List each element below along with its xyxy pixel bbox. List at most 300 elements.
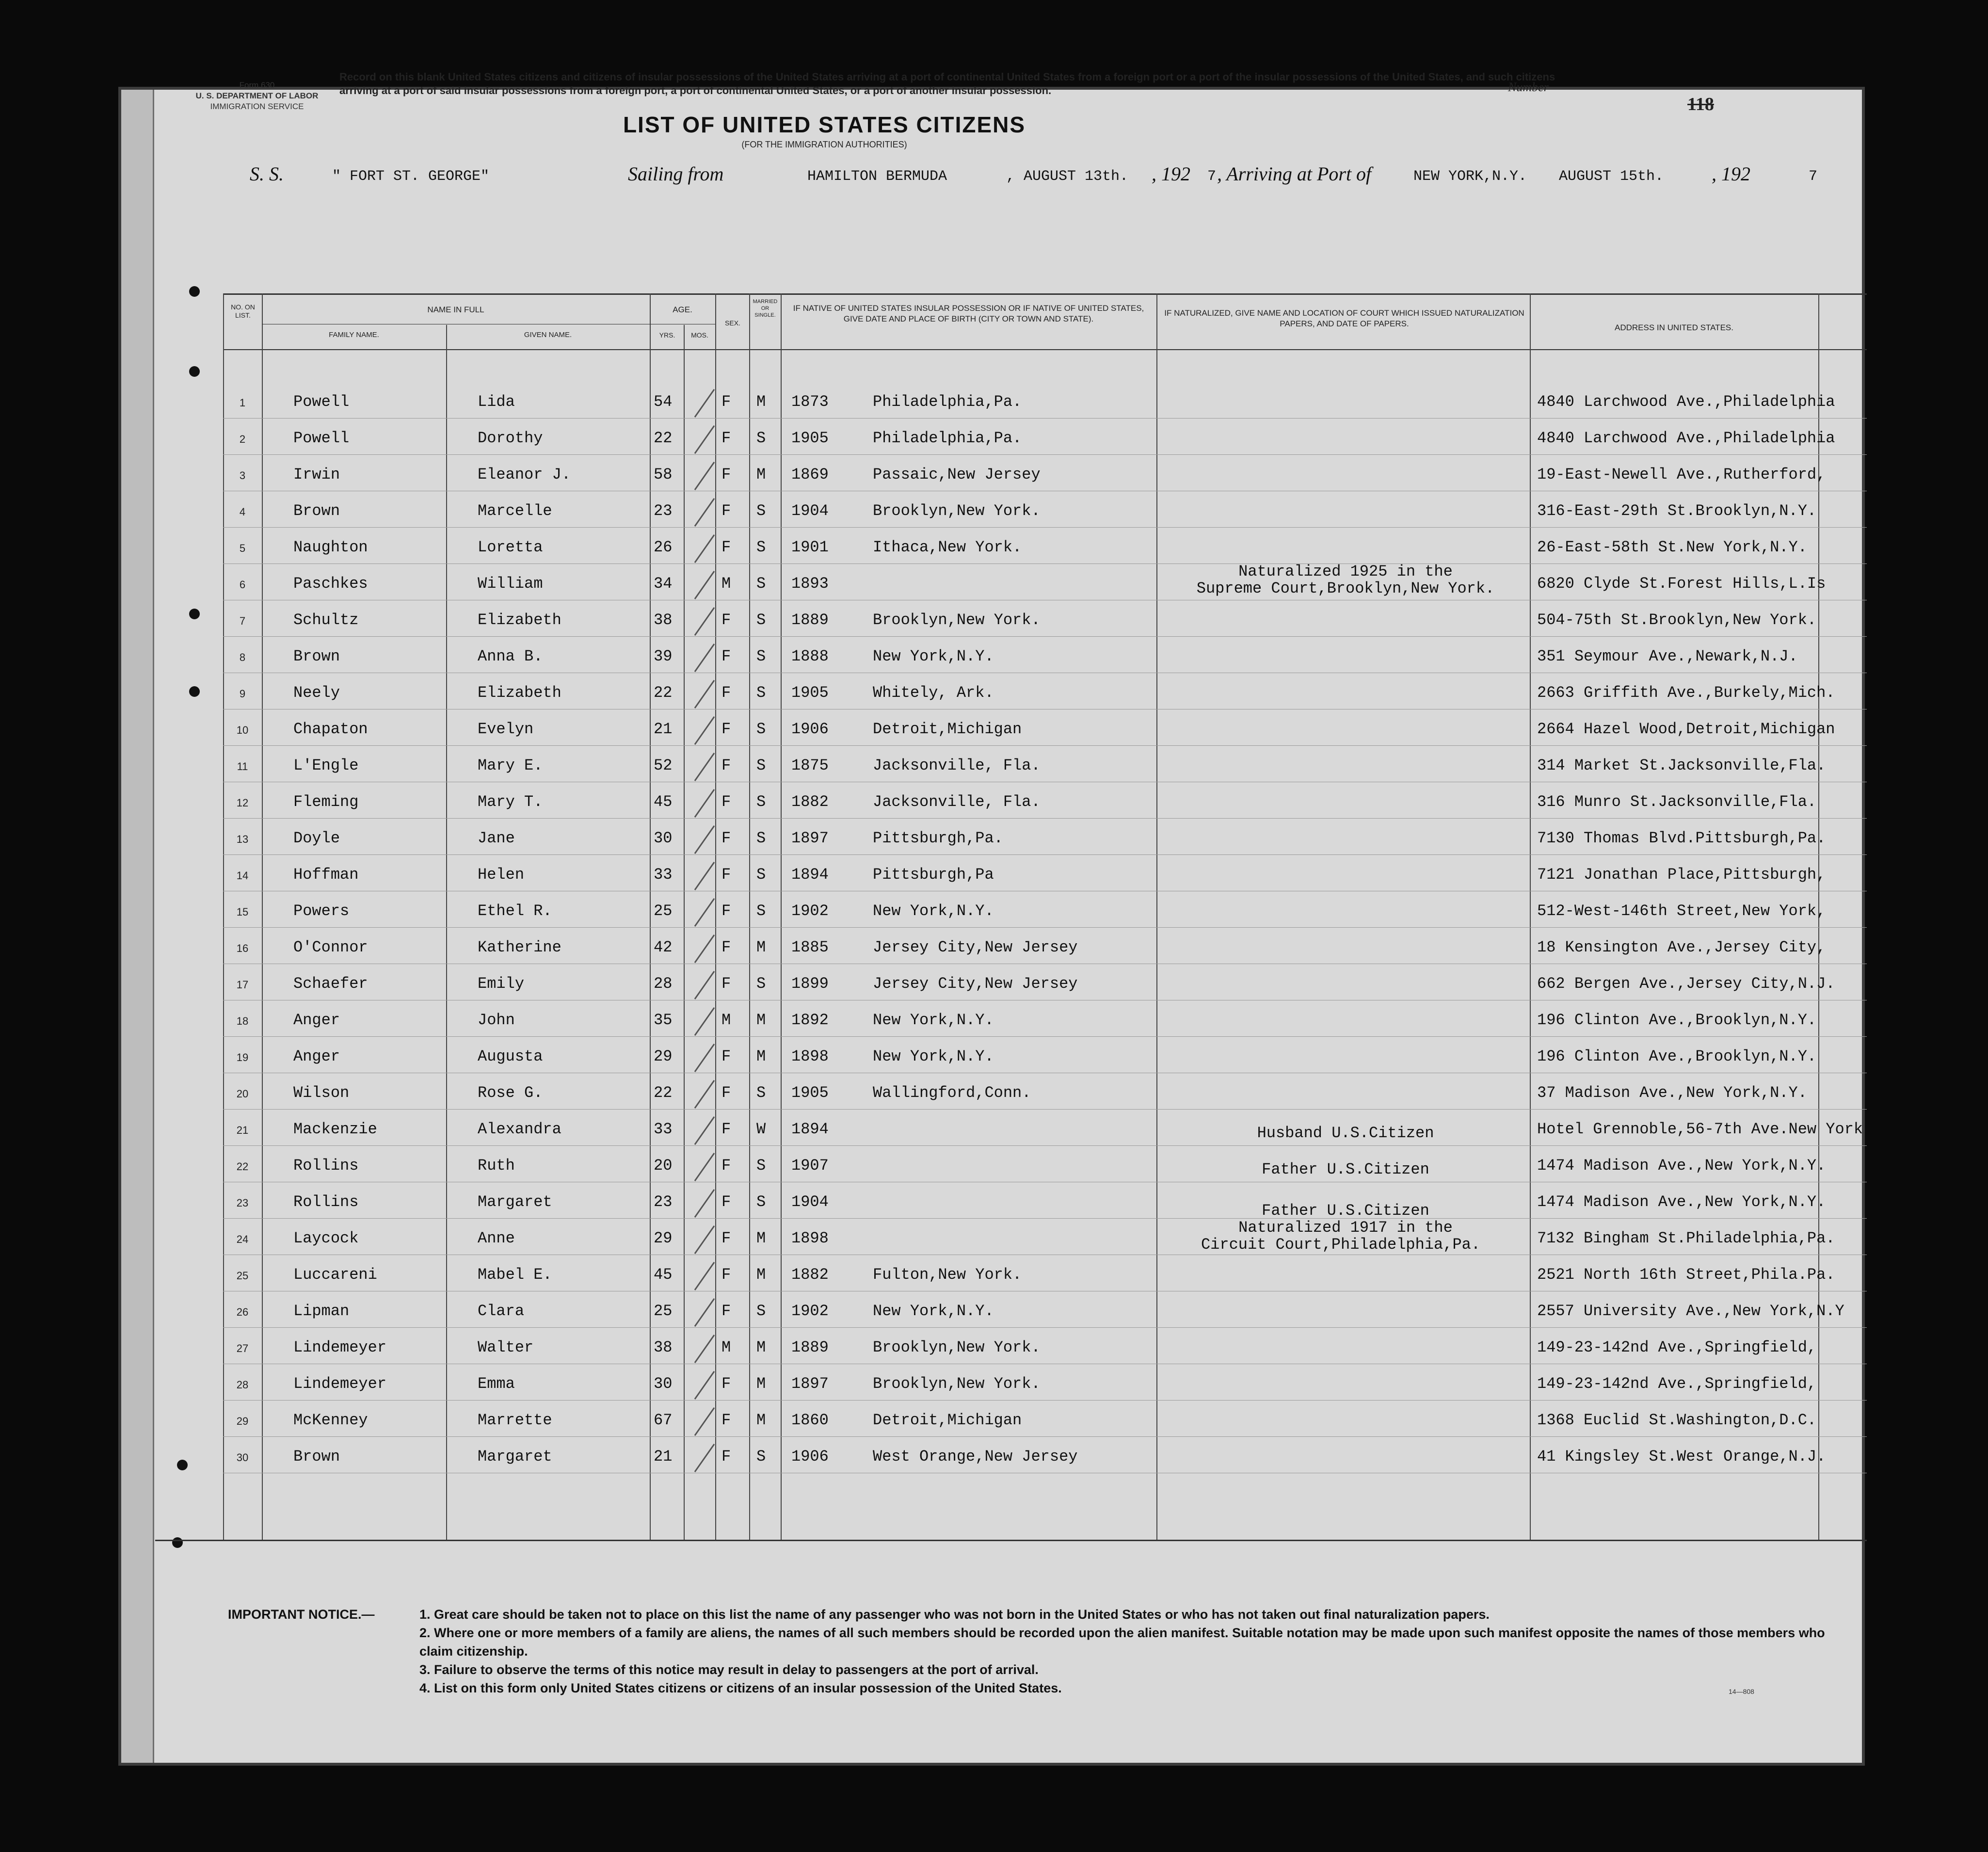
row-rule [223,418,1867,419]
family-name: Fleming [293,793,359,811]
row-number: 8 [239,651,246,663]
marital-status: M [756,938,766,956]
family-name: Rollins [293,1157,359,1175]
given-name: Mary T. [478,793,543,811]
row-number: 30 [236,1451,249,1464]
address: 7121 Jonathan Place,Pittsburgh, [1537,866,1826,884]
manifest-page [121,90,1862,1763]
naturalization-note: Naturalized 1917 in the [1238,1219,1453,1237]
given-name: Marcelle [478,502,552,520]
marital-status: M [756,1411,766,1429]
address: 196 Clinton Ave.,Brooklyn,N.Y. [1537,1011,1817,1029]
ss-label: S. S. [250,163,284,185]
given-name: Evelyn [478,720,534,738]
notice-label: IMPORTANT NOTICE.— [228,1607,375,1622]
column-divider [262,293,263,1540]
row-number: 17 [236,979,249,991]
given-name: Margaret [478,1448,552,1465]
birth-year: 1889 [791,1338,829,1356]
sex: F [721,1120,731,1138]
form-number: Form 630 [239,81,275,90]
birth-place: Pittsburgh,Pa. [873,829,1003,847]
address: 351 Seymour Ave.,Newark,N.J. [1537,647,1798,665]
address: 4840 Larchwood Ave.,Philadelphia [1537,393,1835,411]
age-years: 33 [654,1120,673,1138]
col-header-family: FAMILY NAME. [329,331,379,339]
age-years: 58 [654,466,673,483]
row-rule [223,1400,1867,1401]
sailing-port: HAMILTON BERMUDA [807,168,947,185]
sex: F [721,647,731,665]
birth-year: 1888 [791,647,829,665]
row-number: 9 [239,688,246,700]
given-name: Katherine [478,938,561,956]
age-years: 29 [654,1229,673,1247]
sailing-year: 7 [1207,168,1217,185]
birth-place: Jacksonville, Fla. [873,757,1041,774]
col-header-mos: MOS. [691,331,708,339]
punch-hole [189,609,200,619]
family-name: Brown [293,1448,340,1465]
family-name: Wilson [293,1084,350,1102]
table-bottom-border [155,1540,1867,1541]
marital-status: S [756,647,766,665]
family-name: Neely [293,684,340,702]
address: 37 Madison Ave.,New York,N.Y. [1537,1084,1807,1102]
family-name: Chapaton [293,720,368,738]
age-years: 33 [654,866,673,884]
sex: F [721,1193,731,1211]
marital-status: S [756,611,766,629]
row-rule [223,818,1867,819]
birth-year: 1873 [791,393,829,411]
birth-year: 1882 [791,1266,829,1284]
row-number: 25 [236,1270,249,1282]
birth-place: Brooklyn,New York. [873,611,1041,629]
family-name: Paschkes [293,575,368,593]
birth-place: Jacksonville, Fla. [873,793,1041,811]
row-number: 5 [239,542,246,554]
address: 512-West-146th Street,New York, [1537,902,1826,920]
birth-year: 1898 [791,1229,829,1247]
address: 2663 Griffith Ave.,Burkely,Mich. [1537,684,1835,702]
birth-year: 1882 [791,793,829,811]
sailing-date: , AUGUST 13th. [1006,168,1129,185]
marital-status: S [756,793,766,811]
age-years: 54 [654,393,673,411]
sex: F [721,1375,731,1393]
row-rule [223,854,1867,855]
marital-status: S [756,1302,766,1320]
given-name: Lida [478,393,515,411]
birth-place: Brooklyn,New York. [873,1338,1041,1356]
birth-place: Brooklyn,New York. [873,1375,1041,1393]
age-years: 25 [654,902,673,920]
marital-status: W [756,1120,766,1138]
row-number: 27 [236,1342,249,1354]
sex: M [721,1011,731,1029]
notice-item: 4. List on this form only United States citizens or citizens of an insular possession of the United States. [419,1681,1062,1695]
age-years: 21 [654,1448,673,1465]
birth-year: 1905 [791,1084,829,1102]
col-header-naturalized: IF NATURALIZED, GIVE NAME AND LOCATION OF COURT WHICH ISSUED NATURALIZATION PAPERS, AND DATE OF PAPERS. [1164,308,1524,328]
family-name: Brown [293,502,340,520]
given-name: Anne [478,1229,515,1247]
given-name: Mabel E. [478,1266,552,1284]
address: 41 Kingsley St.West Orange,N.J. [1537,1448,1826,1465]
punch-hole [189,366,200,377]
family-name: L'Engle [293,757,359,774]
age-years: 28 [654,975,673,993]
ship-name: " FORT ST. GEORGE" [332,168,490,185]
family-name: Powers [293,902,350,920]
record-instructions: Record on this blank United States citizens and citizens of insular possessions of the United States arriving at a port of continental United States from a foreign port or a port of the insular possessions of the United States, and such citizens arriving at a port of said insular possessions from a foreign port, a port of continental United States, or a port of another insular possession. [339,71,1555,97]
number-value: 118 [1687,94,1714,114]
sex: M [721,1338,731,1356]
department-name: U. S. DEPARTMENT OF LABOR [195,91,319,100]
sex: F [721,429,731,447]
col-header-no: NO. ON LIST. [231,303,255,319]
sex: F [721,1047,731,1065]
marital-status: S [756,829,766,847]
birth-year: 1902 [791,1302,829,1320]
sex: F [721,1084,731,1102]
marital-status: S [756,575,766,593]
given-name: Margaret [478,1193,552,1211]
given-name: John [478,1011,515,1029]
sex: F [721,720,731,738]
column-divider [749,293,750,1540]
arriving-label: , Arriving at Port of [1217,163,1372,185]
naturalization-note: Father U.S.Citizen [1262,1160,1429,1178]
birth-place: Jersey City,New Jersey [873,938,1078,956]
column-divider [1156,293,1157,1540]
address: 19-East-Newell Ave.,Rutherford, [1537,466,1826,483]
age-years: 21 [654,720,673,738]
given-name: Clara [478,1302,525,1320]
marital-status: M [756,1011,766,1029]
col-header-name: NAME IN FULL [427,305,484,314]
birth-place: New York,N.Y. [873,1302,994,1320]
col-header-age: AGE. [673,305,692,314]
address: 504-75th St.Brooklyn,New York. [1537,611,1817,629]
sex: F [721,938,731,956]
sex: F [721,1302,731,1320]
marital-status: M [756,1229,766,1247]
row-number: 29 [236,1415,249,1427]
address: 149-23-142nd Ave.,Springfield, [1537,1375,1817,1393]
birth-place: Whitely, Ark. [873,684,994,702]
age-years: 30 [654,829,673,847]
given-name: Helen [478,866,525,884]
family-name: Luccareni [293,1266,377,1284]
binding-strip [121,90,154,1763]
col-header-given: GIVEN NAME. [524,331,572,339]
birth-place: New York,N.Y. [873,1011,994,1029]
given-name: Dorothy [478,429,543,447]
age-years: 20 [654,1157,673,1175]
row-number: 20 [236,1088,249,1100]
birth-year: 1905 [791,684,829,702]
arriving-year-label: , 192 [1712,163,1750,185]
row-number: 23 [236,1197,249,1209]
marital-status: M [756,1266,766,1284]
marital-status: S [756,975,766,993]
list-number [1508,80,1714,114]
age-years: 38 [654,1338,673,1356]
birth-year: 1894 [791,866,829,884]
family-name: Laycock [293,1229,359,1247]
sex: F [721,866,731,884]
birth-year: 1894 [791,1120,829,1138]
birth-place: Wallingford,Conn. [873,1084,1031,1102]
age-years: 22 [654,429,673,447]
given-name: Mary E. [478,757,543,774]
marital-status: S [756,429,766,447]
address: 316 Munro St.Jacksonville,Fla. [1537,793,1817,811]
sex: F [721,684,731,702]
naturalization-note: Circuit Court,Philadelphia,Pa. [1201,1236,1481,1254]
sex: F [721,1266,731,1284]
given-name: Rose G. [478,1084,543,1102]
address: 2557 University Ave.,New York,N.Y [1537,1302,1844,1320]
given-name: Marrette [478,1411,552,1429]
marital-status: S [756,538,766,556]
address: 6820 Clyde St.Forest Hills,L.Is [1537,575,1826,593]
given-name: Walter [478,1338,534,1356]
age-years: 52 [654,757,673,774]
birth-year: 1898 [791,1047,829,1065]
column-divider [781,293,782,1540]
row-number: 7 [239,615,246,627]
birth-year: 1860 [791,1411,829,1429]
service-name: IMMIGRATION SERVICE [210,102,304,111]
row-rule [223,1327,1867,1328]
given-name: Elizabeth [478,611,561,629]
sex: F [721,1229,731,1247]
birth-place: New York,N.Y. [873,1047,994,1065]
row-rule [223,745,1867,746]
birth-year: 1897 [791,1375,829,1393]
address: Hotel Grennoble,56-7th Ave.New York [1537,1120,1863,1138]
family-name: Mackenzie [293,1120,377,1138]
family-name: Anger [293,1011,340,1029]
row-rule [223,927,1867,928]
notice-list [419,1605,1826,1697]
marital-status: M [756,466,766,483]
row-number: 11 [237,760,248,773]
age-years: 45 [654,793,673,811]
column-divider [650,293,651,1540]
punch-hole [189,686,200,697]
col-header-birth: IF NATIVE OF UNITED STATES INSULAR POSSESSION OR IF NATIVE OF UNITED STATES, GIVE DATE AND PLACE OF BIRTH (CITY OR TOWN AND STATE). [793,304,1144,323]
sex: F [721,793,731,811]
marital-status: S [756,684,766,702]
marital-status: M [756,1375,766,1393]
age-years: 30 [654,1375,673,1393]
sex: F [721,902,731,920]
birth-year: 1904 [791,502,829,520]
form-code: 14—808 [1729,1688,1754,1695]
number-label: Number [1508,80,1549,94]
row-number: 26 [236,1306,249,1318]
given-name: Alexandra [478,1120,561,1138]
notice-item: 2. Where one or more members of a family are aliens, the names of all such members should be recorded upon the alien manifest. Suitable notation may be made upon such manifest opposite the names of those members who claim citizenship. [419,1626,1825,1659]
column-divider [715,293,716,1540]
row-number: 22 [236,1160,249,1173]
birth-year: 1906 [791,720,829,738]
row-rule [223,636,1867,637]
address: 7130 Thomas Blvd.Pittsburgh,Pa. [1537,829,1826,847]
sailing-label: Sailing from [628,163,724,185]
column-divider [223,293,224,1540]
arriving-year: 7 [1809,168,1818,185]
row-number: 10 [236,724,249,736]
col-header-married: MARRIED OR SINGLE. [753,299,778,318]
marital-status: S [756,866,766,884]
birth-place: Brooklyn,New York. [873,502,1041,520]
address: 2521 North 16th Street,Phila.Pa. [1537,1266,1835,1284]
given-name: Ethel R. [478,902,552,920]
marital-status: S [756,757,766,774]
sex: F [721,757,731,774]
birth-year: 1905 [791,429,829,447]
age-years: 34 [654,575,673,593]
birth-place: Detroit,Michigan [873,720,1022,738]
table-header-border [223,349,1867,350]
row-rule [223,1109,1867,1110]
sex: F [721,1157,731,1175]
page-title: LIST OF UNITED STATES CITIZENS [623,112,1026,137]
family-name: Powell [293,429,350,447]
birth-place: Fulton,New York. [873,1266,1022,1284]
family-name: Irwin [293,466,340,483]
birth-place: New York,N.Y. [873,647,994,665]
row-number: 1 [239,397,246,409]
row-rule [223,527,1867,528]
family-name: Hoffman [293,866,359,884]
birth-place: Philadelphia,Pa. [873,429,1022,447]
age-years: 35 [654,1011,673,1029]
page-subtitle: (FOR THE IMMIGRATION AUTHORITIES) [741,140,907,149]
marital-status: S [756,1157,766,1175]
punch-hole [189,286,200,297]
birth-year: 1899 [791,975,829,993]
birth-year: 1897 [791,829,829,847]
family-name: Powell [293,393,350,411]
address: 196 Clinton Ave.,Brooklyn,N.Y. [1537,1047,1817,1065]
birth-year: 1902 [791,902,829,920]
birth-place: Philadelphia,Pa. [873,393,1022,411]
sex: F [721,829,731,847]
sex: M [721,575,731,593]
age-years: 26 [654,538,673,556]
age-years: 23 [654,502,673,520]
birth-year: 1906 [791,1448,829,1465]
naturalization-note: Supreme Court,Brooklyn,New York. [1196,580,1495,597]
given-name: Emma [478,1375,515,1393]
age-years: 38 [654,611,673,629]
birth-year: 1892 [791,1011,829,1029]
address: 1474 Madison Ave.,New York,N.Y. [1537,1193,1826,1211]
birth-place: Ithaca,New York. [873,538,1022,556]
given-name: Anna B. [478,647,543,665]
family-name: Doyle [293,829,340,847]
age-years: 67 [654,1411,673,1429]
row-rule [223,1036,1867,1037]
sex: F [721,975,731,993]
marital-status: S [756,1193,766,1211]
row-number: 13 [236,833,249,845]
voyage-line [128,162,1818,192]
arriving-date: AUGUST 15th. [1559,168,1664,185]
row-number: 3 [239,469,246,482]
address: 26-East-58th St.New York,N.Y. [1537,538,1807,556]
punch-hole [172,1537,183,1548]
address: 2664 Hazel Wood,Detroit,Michigan [1537,720,1835,738]
marital-status: S [756,902,766,920]
age-years: 29 [654,1047,673,1065]
family-name: Schultz [293,611,359,629]
birth-place: Passaic,New Jersey [873,466,1041,483]
sex: F [721,1411,731,1429]
row-rule [223,1218,1867,1219]
address: 7132 Bingham St.Philadelphia,Pa. [1537,1229,1835,1247]
col-header-yrs: YRS. [659,331,675,339]
family-name: Lindemeyer [293,1338,387,1356]
address: 316-East-29th St.Brooklyn,N.Y. [1537,502,1817,520]
sex: F [721,1448,731,1465]
given-name: Augusta [478,1047,543,1065]
given-name: Jane [478,829,515,847]
notice-item: 1. Great care should be taken not to place on this list the name of any passenger who was not born in the United States or who has not taken out final naturalization papers. [419,1607,1490,1622]
naturalization-note: Father U.S.Citizen [1262,1202,1429,1220]
sex: F [721,611,731,629]
address: 1368 Euclid St.Washington,D.C. [1537,1411,1817,1429]
row-number: 2 [239,433,246,445]
birth-year: 1885 [791,938,829,956]
naturalization-note: Husband U.S.Citizen [1257,1124,1434,1142]
family-name: Anger [293,1047,340,1065]
notice-item: 3. Failure to observe the terms of this notice may result in delay to passengers at the port of arrival. [419,1662,1039,1677]
birth-year: 1907 [791,1157,829,1175]
column-divider [684,325,685,1540]
sex: F [721,466,731,483]
marital-status: M [756,1047,766,1065]
sex: F [721,538,731,556]
family-name: Lindemeyer [293,1375,387,1393]
naturalization-note: Naturalized 1925 in the [1238,563,1453,580]
marital-status: S [756,720,766,738]
family-name: O'Connor [293,938,368,956]
birth-year: 1904 [791,1193,829,1211]
age-years: 22 [654,684,673,702]
row-number: 15 [236,906,249,918]
address: 18 Kensington Ave.,Jersey City, [1537,938,1826,956]
marital-status: S [756,1448,766,1465]
row-number: 4 [239,506,246,518]
family-name: Brown [293,647,340,665]
row-number: 6 [239,579,246,591]
marital-status: M [756,1338,766,1356]
birth-year: 1893 [791,575,829,593]
address: 149-23-142nd Ave.,Springfield, [1537,1338,1817,1356]
family-name: Lipman [293,1302,350,1320]
given-name: Eleanor J. [478,466,571,483]
birth-place: Jersey City,New Jersey [873,975,1078,993]
marital-status: S [756,1084,766,1102]
col-header-address: ADDRESS IN UNITED STATES. [1615,323,1733,332]
